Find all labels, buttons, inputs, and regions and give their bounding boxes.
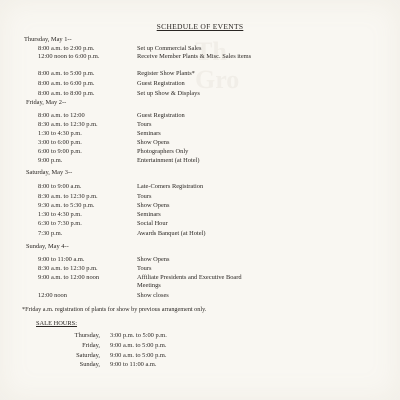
event-name: Set up Show & Displays (137, 90, 200, 97)
event-time: 8:00 a.m. to 6:00 p.m. (38, 80, 95, 87)
event-time: 8:30 a.m. to 12:30 p.m. (38, 121, 98, 128)
event-name: Seminars (137, 130, 161, 137)
event-time: 9:00 a.m. to 12:00 noon (38, 274, 100, 281)
event-time: 12:00 noon to 6:00 p.m. (38, 53, 100, 60)
event-name: Show Opens (137, 202, 170, 209)
sale-day: Friday, (82, 342, 100, 349)
event-time: 8:30 a.m. to 12:30 p.m. (38, 193, 98, 200)
event-name: Register Show Plants* (137, 70, 195, 77)
event-name: Set up Commercial Sales (137, 45, 202, 52)
event-name: Guest Registration (137, 112, 185, 119)
event-name: Entertainment (at Hotel) (137, 157, 200, 164)
event-time: 6:00 to 9:00 p.m. (38, 148, 82, 155)
event-time: 8:00 to 9:00 a.m. (38, 183, 82, 190)
sale-hours-value: 9:00 to 11:00 a.m. (110, 361, 157, 368)
event-name: Show closes (137, 292, 169, 299)
event-time: 8:00 a.m. to 2:00 p.m. (38, 45, 95, 52)
day-heading-thursday: Thursday, May 1-- (24, 36, 72, 43)
event-name: Tours (137, 265, 152, 272)
footnote: *Friday a.m. registration of plants for show by previous arrangement only. (22, 306, 207, 313)
event-time: 3:00 to 6:00 p.m. (38, 139, 82, 146)
day-heading-friday: Friday, May 2-- (26, 99, 67, 106)
event-name: Guest Registration (137, 80, 185, 87)
sale-day: Thursday, (74, 332, 100, 339)
event-time: 8:30 a.m. to 12:30 p.m. (38, 265, 98, 272)
event-time: 1:30 to 4:30 p.m. (38, 130, 82, 137)
event-time: 7:30 p.m. (38, 230, 63, 237)
event-name: Tours (137, 193, 152, 200)
event-time: 8:00 a.m. to 12:00 (38, 112, 85, 119)
sale-day: Sunday, (79, 361, 100, 368)
event-time: 9:00 p.m. (38, 157, 63, 164)
sale-hours-title: SALE HOURS: (36, 320, 78, 327)
show-through-watermark: Th Gro (195, 37, 240, 94)
sale-hours-value: 3:00 p.m. to 5:00 p.m. (110, 332, 167, 339)
event-name: Late-Comers Registration (137, 183, 204, 190)
event-name: Social Hour (137, 220, 168, 227)
event-name: Show Opens (137, 139, 170, 146)
sale-day: Saturday, (76, 352, 100, 359)
day-heading-saturday: Saturday, May 3-- (26, 169, 73, 176)
event-name: Affiliate Presidents and Executive Board Meetings (137, 274, 242, 289)
event-time: 12:00 noon (38, 292, 67, 299)
event-name: Tours (137, 121, 152, 128)
event-name: Show Opens (137, 256, 170, 263)
event-time: 9:00 to 11:00 a.m. (38, 256, 85, 263)
event-time: 1:30 to 4:30 p.m. (38, 211, 82, 218)
event-time: 9:30 a.m. to 5:30 p.m. (38, 202, 95, 209)
page-title: SCHEDULE OF EVENTS (156, 22, 244, 31)
event-name: Receive Member Plants & Misc. Sales items (137, 53, 252, 60)
event-time: 8:00 a.m. to 5:00 p.m. (38, 70, 95, 77)
event-time: 6:30 to 7:30 p.m. (38, 220, 82, 227)
sale-hours-value: 9:00 a.m. to 5:00 p.m. (110, 342, 167, 349)
event-time: 8:00 a.m. to 8:00 p.m. (38, 90, 95, 97)
event-name: Seminars (137, 211, 161, 218)
event-name: Awards Banquet (at Hotel) (137, 230, 206, 237)
sale-hours-value: 9:00 a.m. to 5:00 p.m. (110, 352, 167, 359)
day-heading-sunday: Sunday, May 4-- (26, 243, 69, 250)
event-name: Photographers Only (137, 148, 189, 155)
